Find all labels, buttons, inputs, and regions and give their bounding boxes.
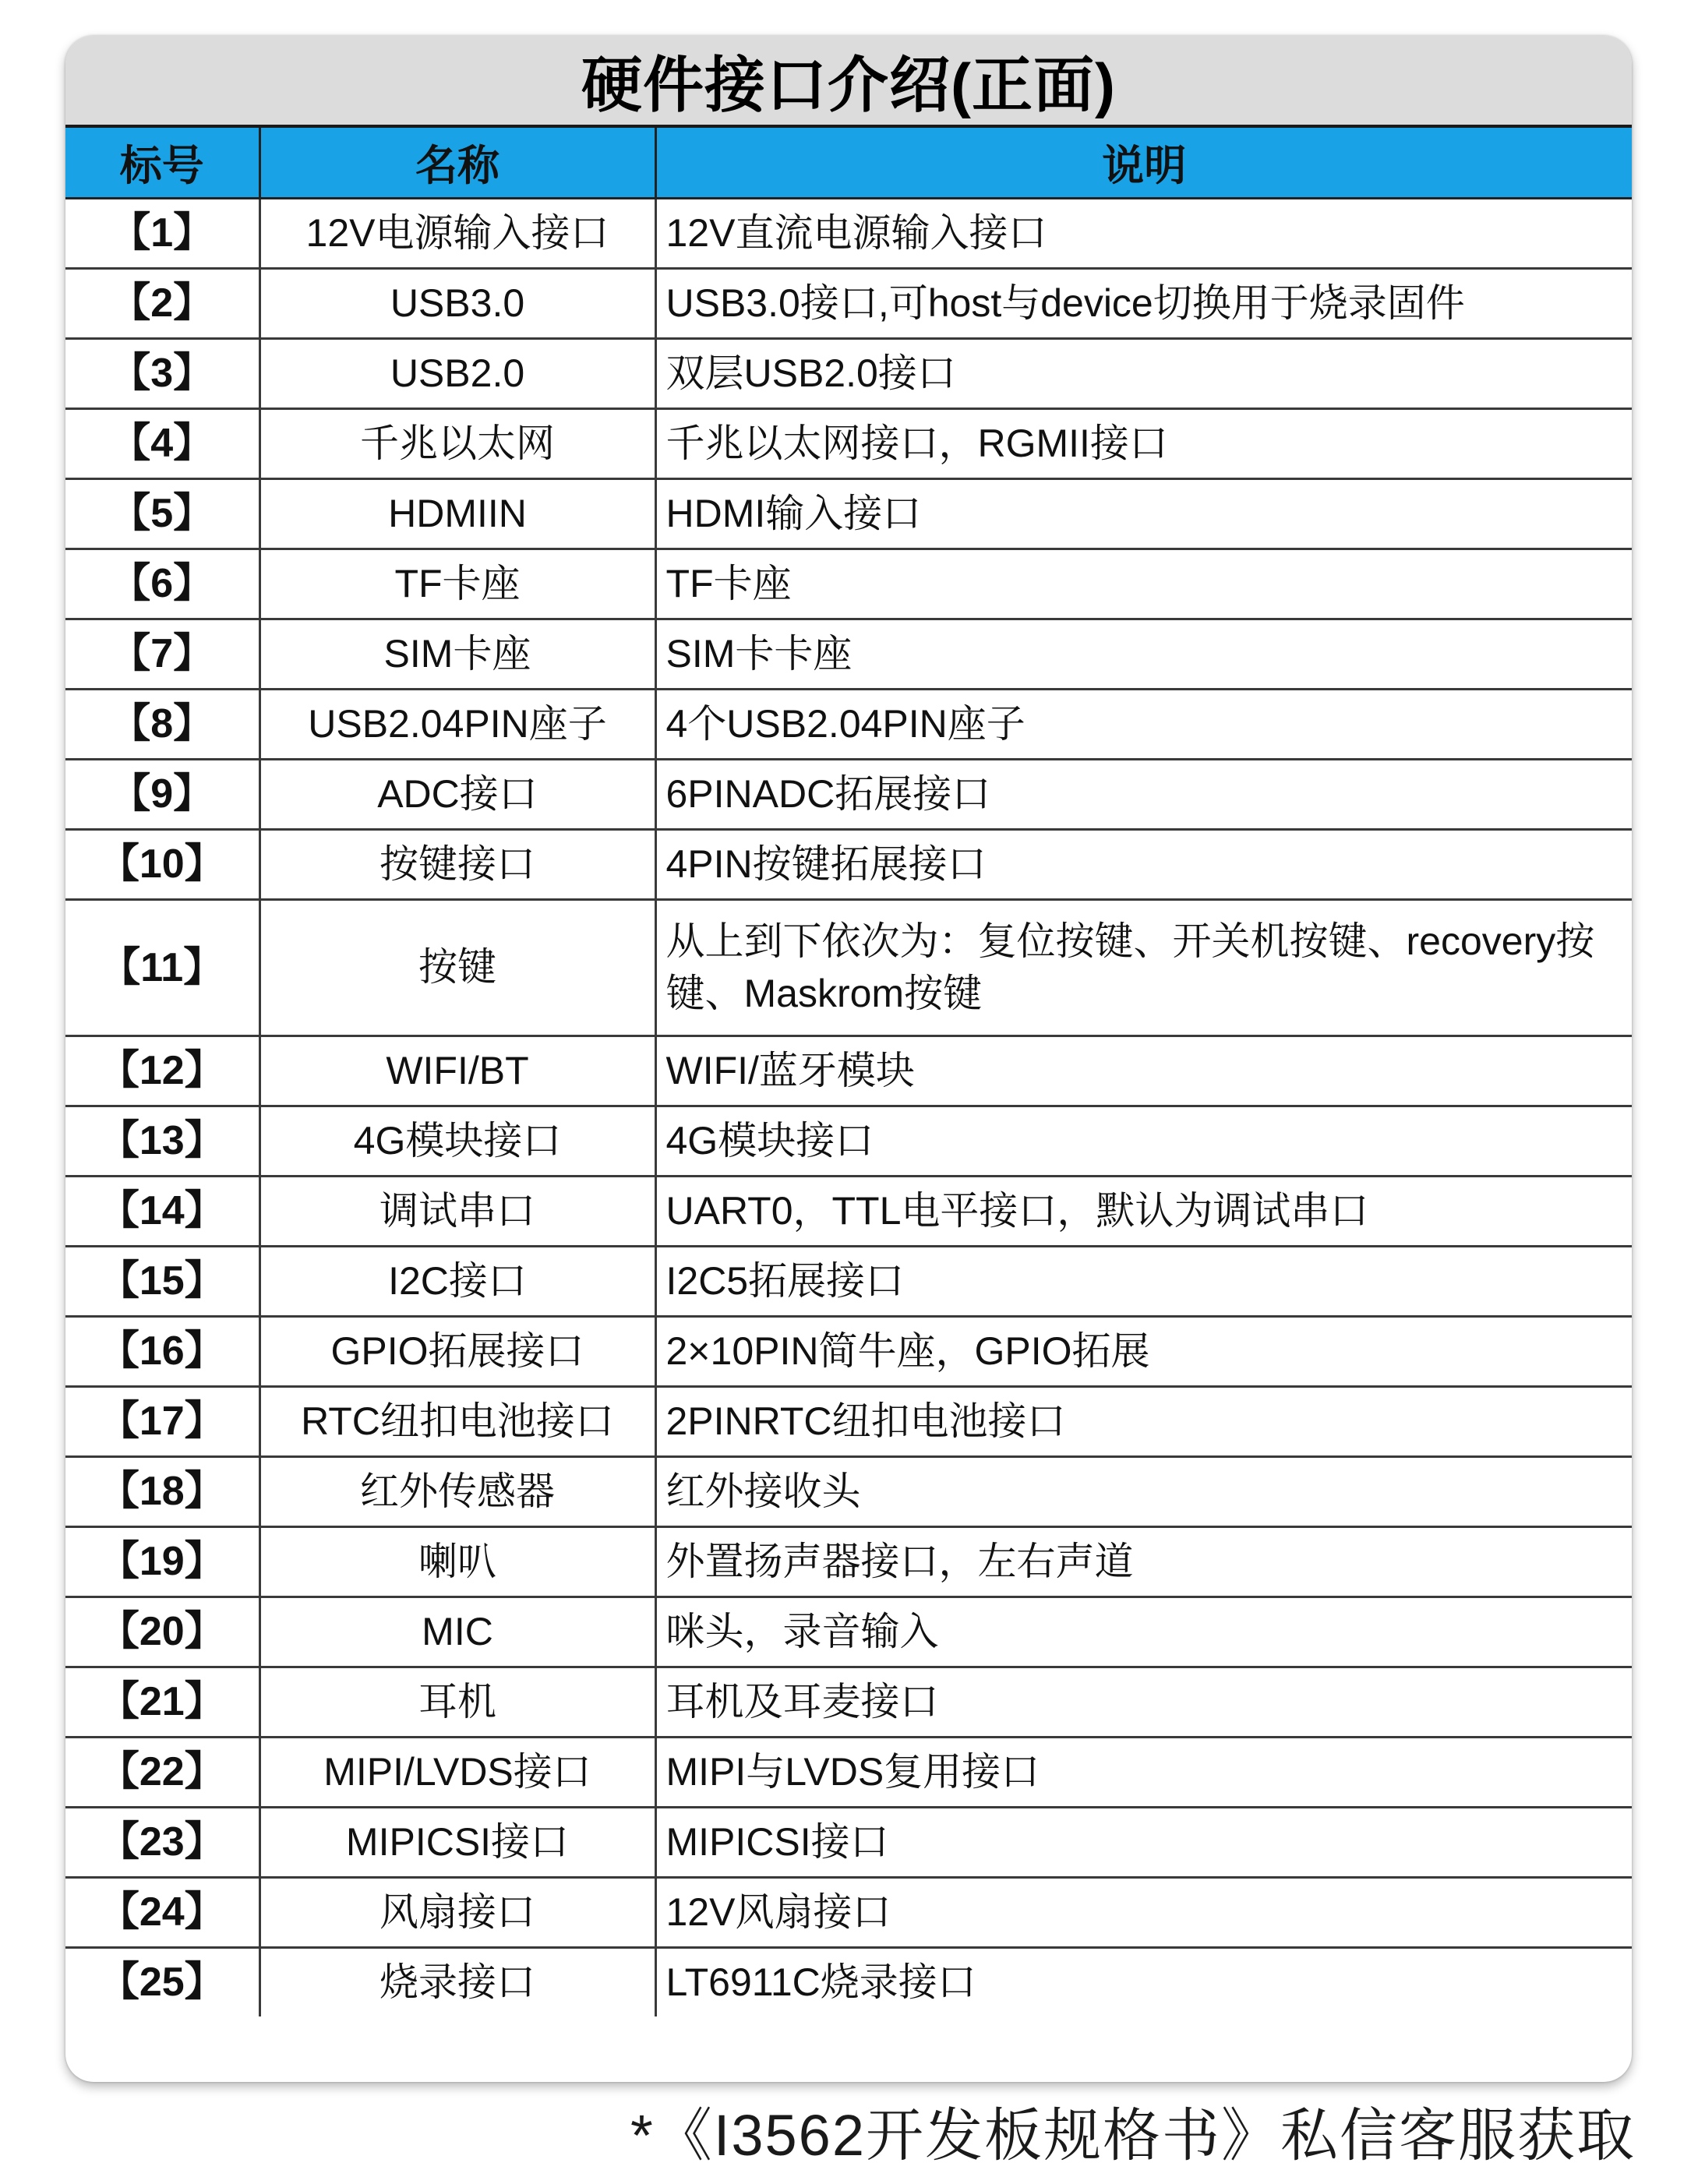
row-no: 【13】 [65,1106,259,1177]
row-no: 【2】 [65,269,259,339]
row-name: 耳机 [259,1667,655,1738]
row-desc: SIM卡卡座 [655,619,1632,690]
row-name: MIPICSI接口 [259,1808,655,1878]
row-desc: 4个USB2.04PIN座子 [655,690,1632,760]
row-desc: I2C5拓展接口 [655,1247,1632,1317]
table-row [65,1527,1632,1597]
table-row [65,1036,1632,1106]
row-no: 【20】 [65,1597,259,1667]
row-name: USB2.04PIN座子 [259,690,655,760]
table-row [65,760,1632,830]
row-desc: 2×10PIN简牛座，GPIO拓展 [655,1317,1632,1387]
row-desc: 4G模块接口 [655,1106,1632,1177]
row-desc: 6PINADC拓展接口 [655,760,1632,830]
footer-note: *《I3562开发板规格书》私信客服获取 [630,2103,1636,2168]
table-title: 硬件接口介绍(正面) [65,36,1632,128]
row-name: 千兆以太网 [259,409,655,479]
table-row [65,549,1632,619]
row-name: GPIO拓展接口 [259,1317,655,1387]
row-desc: UART0，TTL电平接口，默认为调试串口 [655,1177,1632,1247]
row-no: 【6】 [65,549,259,619]
row-no: 【4】 [65,409,259,479]
row-name: 风扇接口 [259,1878,655,1948]
row-desc: 咪头，录音输入 [655,1597,1632,1667]
row-name: SIM卡座 [259,619,655,690]
table-header-row [65,128,1632,199]
row-desc: 红外接收头 [655,1457,1632,1527]
row-name: 红外传感器 [259,1457,655,1527]
row-no: 【9】 [65,760,259,830]
row-no: 【18】 [65,1457,259,1527]
table-row [65,409,1632,479]
row-desc: 从上到下依次为：复位按键、开关机按键、recovery按键、Maskrom按键 [655,900,1632,1036]
row-name: USB3.0 [259,269,655,339]
table-row [65,199,1632,269]
table-row [65,1247,1632,1317]
table-row [65,1317,1632,1387]
row-desc: LT6911C烧录接口 [655,1948,1632,2017]
row-no: 【7】 [65,619,259,690]
row-name: RTC纽扣电池接口 [259,1387,655,1457]
row-no: 【1】 [65,199,259,269]
table-row [65,830,1632,900]
table-row [65,1667,1632,1738]
row-no: 【25】 [65,1948,259,2017]
row-desc: 12V风扇接口 [655,1878,1632,1948]
table-row [65,1387,1632,1457]
table-row [65,690,1632,760]
row-desc: MIPICSI接口 [655,1808,1632,1878]
row-name: TF卡座 [259,549,655,619]
row-desc: 2PINRTC纽扣电池接口 [655,1387,1632,1457]
row-no: 【21】 [65,1667,259,1738]
row-no: 【23】 [65,1808,259,1878]
row-name: 按键接口 [259,830,655,900]
row-name: HDMIIN [259,479,655,549]
header-desc: 说明 [655,128,1632,199]
row-no: 【19】 [65,1527,259,1597]
row-no: 【5】 [65,479,259,549]
row-name: USB2.0 [259,339,655,409]
row-name: ADC接口 [259,760,655,830]
row-no: 【12】 [65,1036,259,1106]
row-name: 12V电源输入接口 [259,199,655,269]
header-name: 名称 [259,128,655,199]
row-no: 【3】 [65,339,259,409]
row-desc: 双层USB2.0接口 [655,339,1632,409]
table-row [65,900,1632,1036]
row-no: 【8】 [65,690,259,760]
row-name: WIFI/BT [259,1036,655,1106]
row-desc: 4PIN按键拓展接口 [655,830,1632,900]
row-desc: 耳机及耳麦接口 [655,1667,1632,1738]
row-desc: 12V直流电源输入接口 [655,199,1632,269]
row-desc: USB3.0接口,可host与device切换用于烧录固件 [655,269,1632,339]
spec-card [65,36,1632,2082]
row-name: 4G模块接口 [259,1106,655,1177]
row-no: 【11】 [65,900,259,1036]
row-desc: HDMI输入接口 [655,479,1632,549]
row-desc: MIPI与LVDS复用接口 [655,1738,1632,1808]
table-row [65,479,1632,549]
table-row [65,1597,1632,1667]
row-no: 【16】 [65,1317,259,1387]
row-no: 【22】 [65,1738,259,1808]
row-name: 按键 [259,900,655,1036]
row-desc: TF卡座 [655,549,1632,619]
row-desc: 外置扬声器接口，左右声道 [655,1527,1632,1597]
table-row [65,339,1632,409]
interface-table [65,128,1632,2016]
row-name: 喇叭 [259,1527,655,1597]
table-row [65,1738,1632,1808]
row-name: 调试串口 [259,1177,655,1247]
table-row [65,619,1632,690]
table-row [65,1177,1632,1247]
table-row [65,269,1632,339]
table-row [65,1878,1632,1948]
table-row [65,1948,1632,2017]
row-desc: WIFI/蓝牙模块 [655,1036,1632,1106]
row-no: 【15】 [65,1247,259,1317]
table-row [65,1106,1632,1177]
row-name: MIPI/LVDS接口 [259,1738,655,1808]
row-name: 烧录接口 [259,1948,655,2017]
row-no: 【24】 [65,1878,259,1948]
row-no: 【10】 [65,830,259,900]
row-desc: 千兆以太网接口，RGMII接口 [655,409,1632,479]
row-name: MIC [259,1597,655,1667]
table-row [65,1808,1632,1878]
header-no: 标号 [65,128,259,199]
table-row [65,1457,1632,1527]
row-no: 【14】 [65,1177,259,1247]
row-name: I2C接口 [259,1247,655,1317]
row-no: 【17】 [65,1387,259,1457]
